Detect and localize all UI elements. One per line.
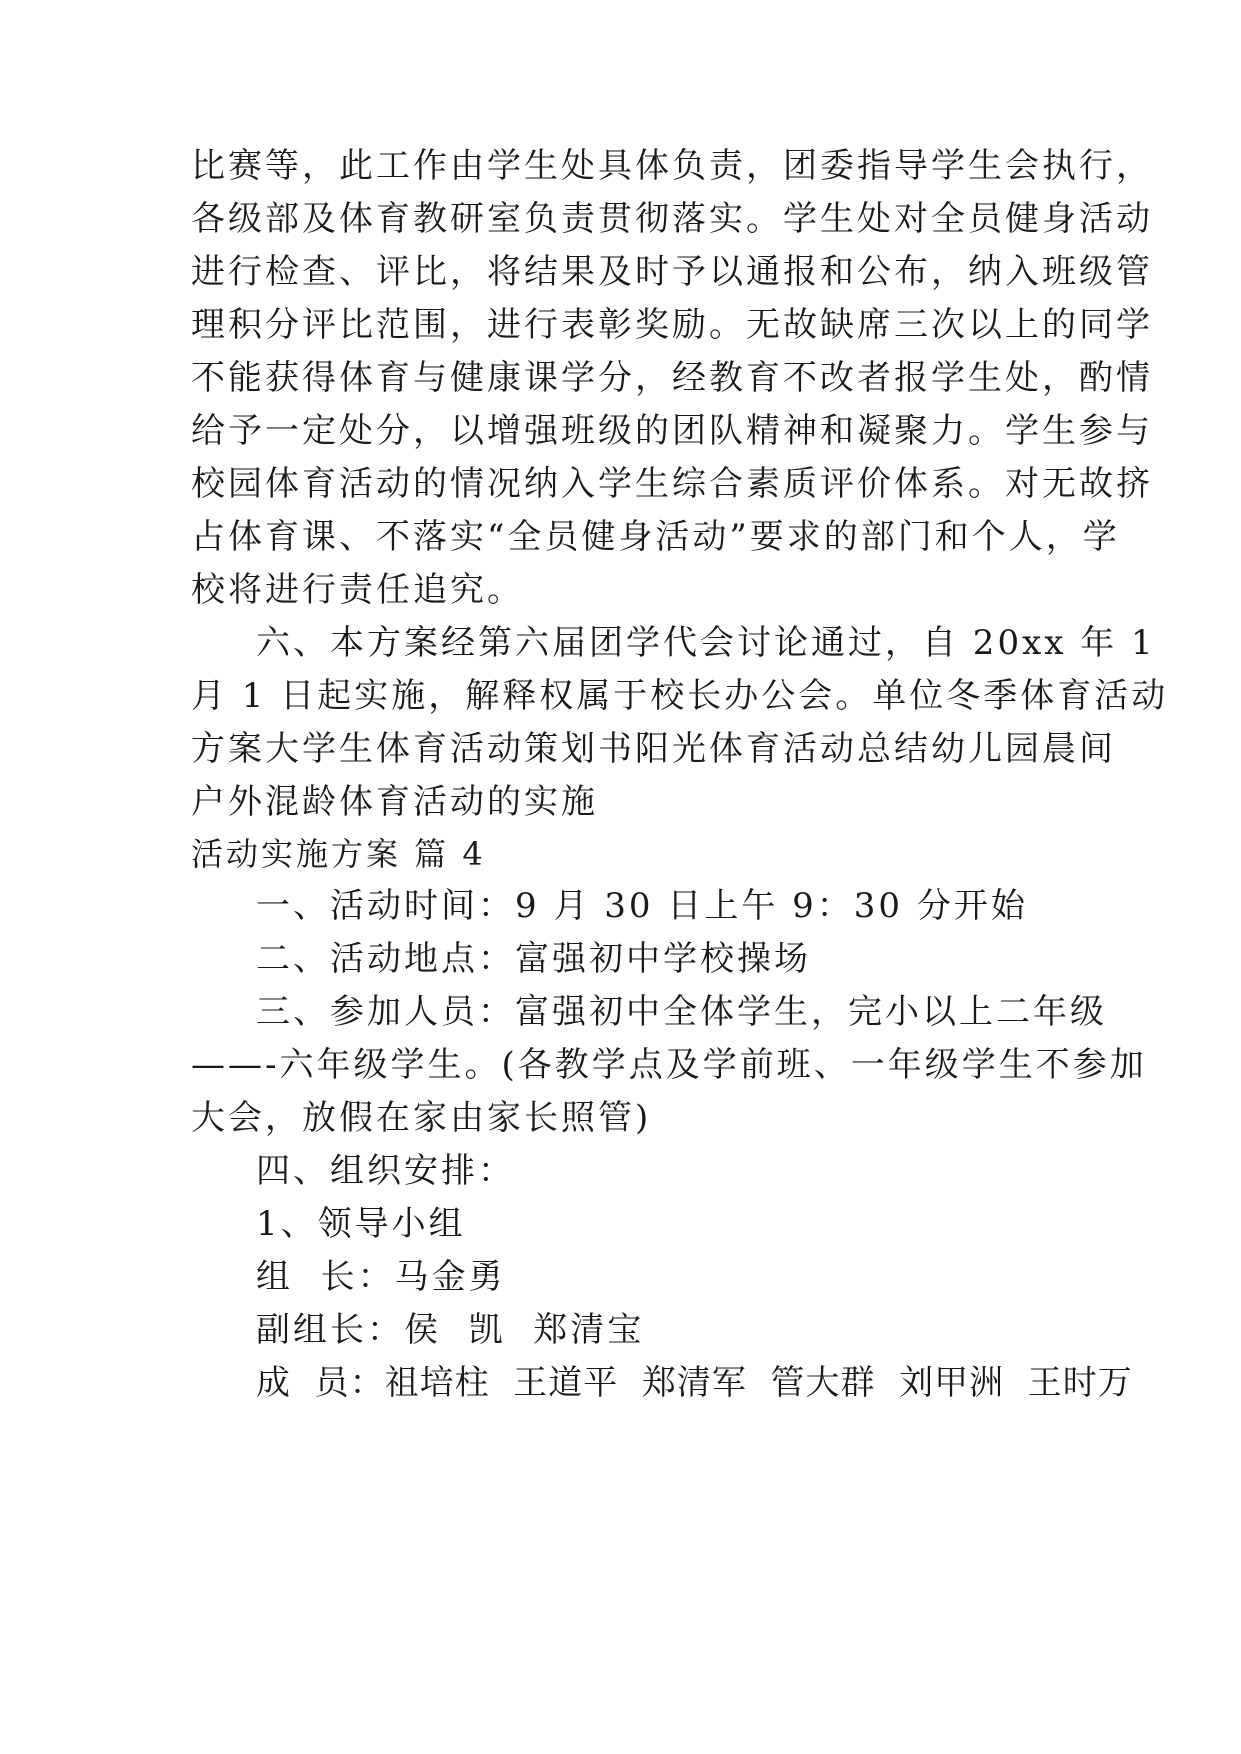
paragraph-line: 不能获得体育与健康课学分，经教育不改者报学生处，酌情 xyxy=(191,358,1153,398)
participants-line: ——-六年级学生。(各教学点及学前班、一年级学生不参加 xyxy=(191,1045,1147,1085)
paragraph-line: 月 1 日起实施，解释权属于校长办公会。单位冬季体育活动 xyxy=(191,676,1169,716)
paragraph-line: 给予一定处分，以增强班级的团队精神和凝聚力。学生参与 xyxy=(191,411,1153,451)
paragraph-line: 进行检查、评比，将结果及时予以通报和公布，纳入班级管 xyxy=(191,252,1153,292)
leadership-group-heading: 1、领导小组 xyxy=(256,1204,466,1244)
participants-line: 三、参加人员：富强初中全体学生，完小以上二年级 xyxy=(256,992,1107,1032)
deputy-leader: 副组长：侯 凯 郑清宝 xyxy=(256,1310,645,1350)
paragraph-line: 户外混龄体育活动的实施 xyxy=(191,782,598,822)
group-members: 成 员：祖培柱 王道平 郑清军 管大群 刘甲洲 王时万 xyxy=(256,1363,1133,1403)
paragraph-line: 理积分评比范围，进行表彰奖励。无故缺席三次以上的同学 xyxy=(191,305,1153,345)
paragraph-line: 方案大学生体育活动策划书阳光体育活动总结幼儿园晨间 xyxy=(191,729,1116,769)
activity-place: 二、活动地点：富强初中学校操场 xyxy=(256,939,811,979)
paragraph-line: 校将进行责任追究。 xyxy=(191,570,524,610)
section-title: 活动实施方案 篇 4 xyxy=(191,835,486,873)
paragraph-line: 各级部及体育教研室负责贯彻落实。学生处对全员健身活动 xyxy=(191,199,1153,239)
paragraph-line: 比赛等，此工作由学生处具体负责，团委指导学生会执行， xyxy=(191,146,1153,186)
activity-time: 一、活动时间：9 月 30 日上午 9：30 分开始 xyxy=(256,886,1028,926)
participants-line: 大会，放假在家由家长照管) xyxy=(191,1098,652,1138)
paragraph-line: 六、本方案经第六届团学代会讨论通过，自 20xx 年 1 xyxy=(256,623,1156,663)
organization-heading: 四、组织安排： xyxy=(256,1151,515,1191)
paragraph-line: 校园体育活动的情况纳入学生综合素质评价体系。对无故挤 xyxy=(191,464,1153,504)
group-leader: 组 长：马金勇 xyxy=(256,1257,506,1297)
paragraph-line: 占体育课、不落实“全员健身活动”要求的部门和个人，学 xyxy=(191,517,1120,557)
